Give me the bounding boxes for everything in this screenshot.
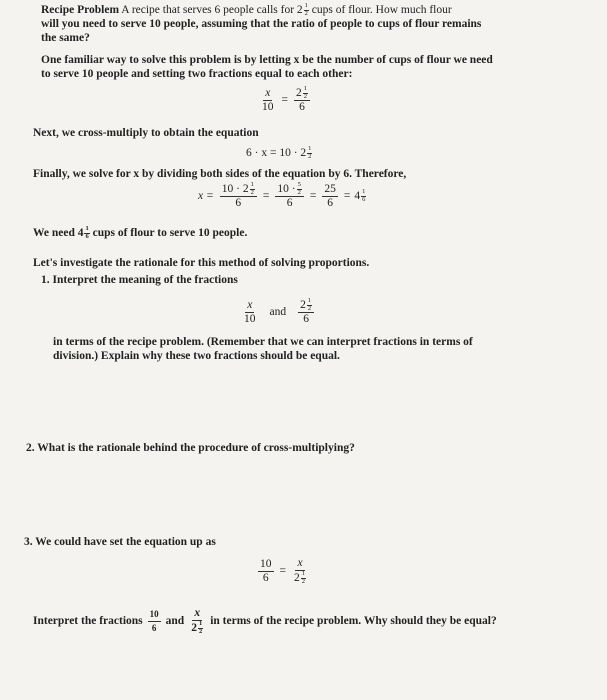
next-text: Next, we cross-multiply to obtain the equation <box>33 127 259 139</box>
question-1-label: 1. Interpret the meaning of the fractions <box>41 274 238 286</box>
familiar-paragraph <box>41 53 581 81</box>
answer-statement: We need 4 1 6 cups of flour to serve 10 people. <box>33 225 248 240</box>
question-2-label: 2. What is the rationale behind the procedure of cross-multiplying? <box>26 442 355 454</box>
familiar-line1: One familiar way to solve this problem is by letting x be the number of cups of flour we need <box>41 54 493 66</box>
finally-text: Finally, we solve for x by dividing both sides of the equation by 6. Therefore, <box>33 168 407 180</box>
equation-solve: x = 10 · 2 1 2 6 = 10 · 5 2 6 = $\frac{25}{6}$ = 4 1 6 <box>198 181 366 209</box>
question-3-equation: $\frac{10}{6}$ = x 2 1 2 <box>260 557 305 585</box>
intro-line2: will you need to serve 10 people, assuming that the ratio of people to cups of flour remains <box>41 18 482 30</box>
intro-line3: the same? <box>41 32 90 44</box>
intro-text-b: cups of flour. How much flour <box>311 4 452 16</box>
question-1-fractions: $\frac{x}{10}$ and 2 1 2 6 <box>240 298 316 326</box>
flour-amount: 2 1 2 <box>296 2 308 17</box>
question-3-interpret: Interpret the fractions $\frac{10}{6}$ and x 2 1 2 in terms of the recipe problem. Why should they be equal? <box>33 607 497 635</box>
question-1-body: in terms of the recipe problem. (Remember that we can interpret fractions in terms of division.) Explain why these two fractions should be equal. <box>53 336 473 362</box>
equation-proportion: $\frac{x}{10}$ = 2 1 2 6 <box>258 86 312 114</box>
rationale-text: Let's investigate the rationale for this method of solving proportions. <box>33 257 370 269</box>
problem-title: Recipe Problem <box>41 4 120 16</box>
intro-paragraph <box>41 3 571 45</box>
intro-text-a: A recipe that serves 6 people calls for <box>121 4 295 16</box>
familiar-line2: to serve 10 people and setting two fractions equal to each other: <box>41 68 353 80</box>
equation-cross-multiply: 6 · x = 10 · 2 1 2 <box>246 145 312 160</box>
question-3-label: 3. We could have set the equation up as <box>24 536 216 548</box>
